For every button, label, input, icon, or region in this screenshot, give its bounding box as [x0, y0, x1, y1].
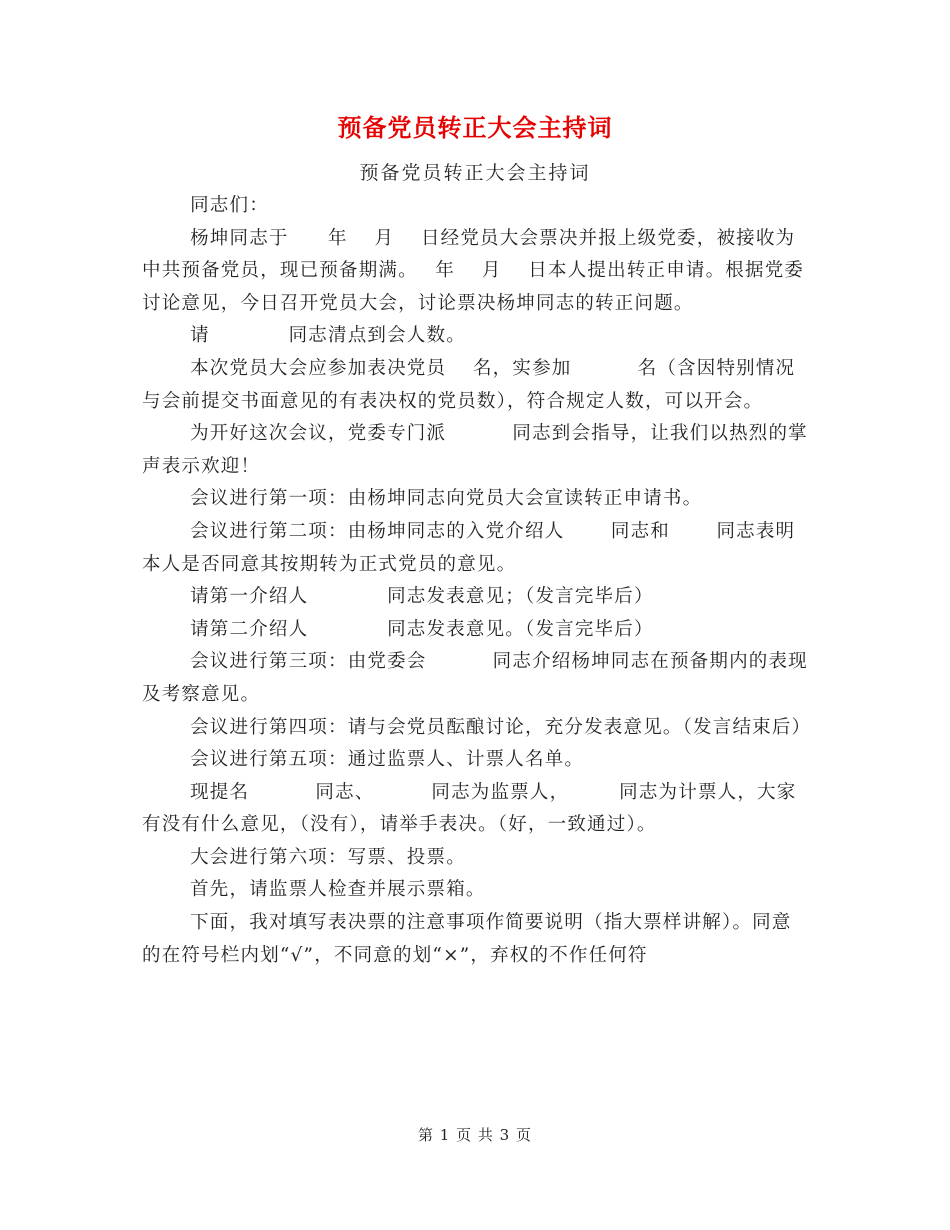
body-paragraph: 为开好这次会议，党委专门派 同志到会指导，让我们以热烈的掌声表示欢迎！: [142, 423, 808, 477]
body-paragraph: 首先，请监票人检查并展示票箱。: [190, 879, 486, 901]
body-paragraph: 会议进行第三项：由党委会 同志介绍杨坤同志在预备期内的表现及考察意见。: [142, 651, 808, 705]
body-paragraph: 会议进行第二项：由杨坤同志的入党介绍人 同志和 同志表明本人是否同意其按期转为正式党员的意见。: [142, 520, 796, 575]
body-paragraph: 杨坤同志于 年 月 日经党员大会票决并报上级党委，被接收为中共预备党员，现已预备期满。 年 月 日本人提出转正申请。根据党委讨论意见，今日召开党员大会，讨论票决杨坤同志的转正问题。: [142, 227, 805, 314]
body-paragraph: 现提名 同志、 同志为监票人， 同志为计票人，大家有没有什么意见，（没有），请举手表决。（好，一致通过）。: [142, 781, 797, 836]
body-paragraph: 本次党员大会应参加表决党员 名，实参加 名（含因特别情况与会前提交书面意见的有表决权的党员数），符合规定人数，可以开会。: [142, 357, 796, 412]
body-paragraph: 会议进行第四项：请与会党员酝酿讨论，充分发表意见。（发言结束后）: [190, 716, 812, 738]
greeting-paragraph: 同志们：: [190, 195, 269, 216]
page-number-footer: 第 1 页 共 3 页: [418, 1126, 532, 1144]
body-paragraph: 请第一介绍人 同志发表意见；（发言完毕后）: [190, 586, 654, 608]
document-body: [142, 190, 812, 972]
body-paragraph: 会议进行第五项：通过监票人、计票人名单。: [190, 749, 585, 771]
body-paragraph: 下面，我对填写表决票的注意事项作简要说明（指大票样讲解）。同意的在符号栏内划“√”，不同意的划“×”，弃权的不作任何符: [142, 912, 792, 966]
body-paragraph: 大会进行第六项：写票、投票。: [190, 846, 466, 868]
document-title: 预备党员转正大会主持词: [337, 113, 613, 142]
body-paragraph: 请第二介绍人 同志发表意见。（发言完毕后）: [190, 618, 654, 640]
document-subtitle: 预备党员转正大会主持词: [359, 162, 591, 184]
body-paragraph: 请 同志清点到会人数。: [190, 325, 466, 347]
body-paragraph: 会议进行第一项：由杨坤同志向党员大会宣读转正申请书。: [190, 488, 703, 510]
